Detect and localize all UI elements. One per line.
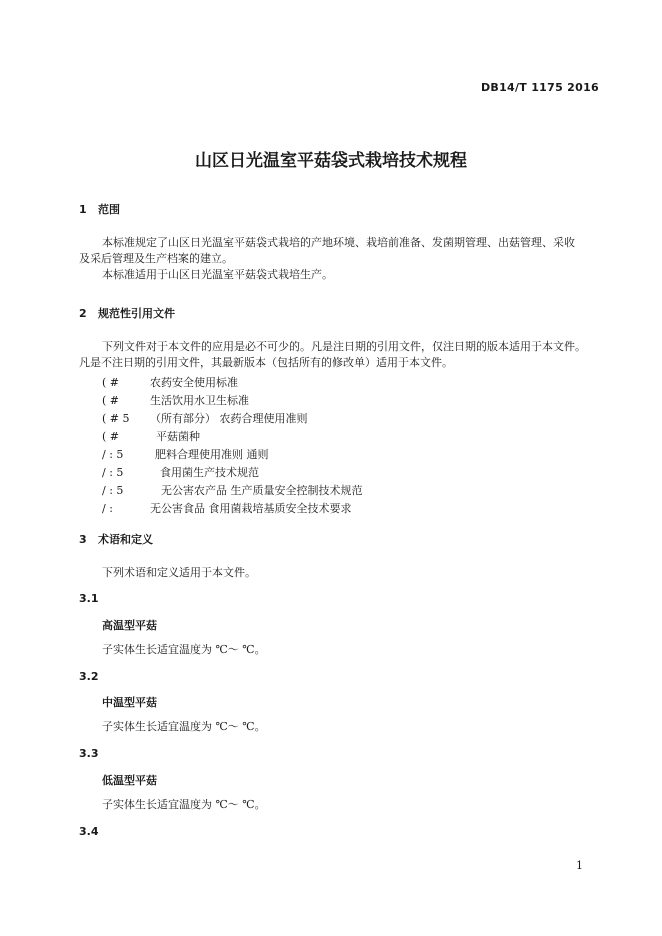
reference-title: （所有部分） 农药合理使用准则 [150,412,308,425]
terms-intro: 下列术语和定义适用于本文件。 [102,566,256,579]
reference-item [102,428,200,444]
term-number: 3.3 [79,747,99,760]
reference-title: 生活饮用水卫生标准 [150,394,249,407]
reference-code: / : 5 [102,484,124,497]
reference-item [102,500,352,516]
term-number: 3.4 [79,825,99,838]
term-definition: 子实体生长适宜温度为 ℃～ ℃。 [102,798,266,811]
section-title: 规范性引用文件 [98,307,175,320]
reference-code: ( # [102,430,120,443]
reference-title: 平菇菌种 [156,430,200,443]
reference-title: 食用菌生产技术规范 [160,466,259,479]
normative-paragraph-line-1: 下列文件对于本文件的应用是必不可少的。凡是注日期的引用文件，仅注日期的版本适用于本文件。 [102,340,586,353]
reference-item [102,392,249,408]
section-title: 术语和定义 [98,533,153,546]
reference-title: 农药安全使用标准 [150,376,238,389]
scope-paragraph-line-2: 及采后管理及生产档案的建立。 [79,252,233,265]
reference-item [102,482,363,498]
term-name: 中温型平菇 [102,696,157,709]
term-name: 高温型平菇 [102,619,157,632]
section-number: 3 [79,533,87,546]
page-number: 1 [576,859,583,872]
reference-title: 无公害农产品 生产质量安全控制技术规范 [161,484,363,497]
scope-paragraph-line-1: 本标准规定了山区日光温室平菇袋式栽培的产地环境、栽培前准备、发菌期管理、出菇管理、采收 [102,236,575,249]
document-title: 山区日光温室平菇袋式栽培技术规程 [195,151,467,171]
term-name: 低温型平菇 [102,774,157,787]
reference-item [102,464,259,480]
reference-code: / : 5 [102,466,124,479]
reference-item [102,410,308,426]
term-definition: 子实体生长适宜温度为 ℃～ ℃。 [102,720,266,733]
reference-code: / : [102,502,113,515]
scope-applicability: 本标准适用于山区日光温室平菇袋式栽培生产。 [102,268,333,281]
reference-item [102,374,238,390]
section-number: 1 [79,203,87,216]
reference-item [102,446,269,462]
term-number: 3.2 [79,670,99,683]
term-number: 3.1 [79,592,99,605]
section-2-heading [79,305,175,321]
section-title: 范围 [98,203,120,216]
standard-number: DB14/T 1175 2016 [480,81,599,94]
reference-title: 肥料合理使用准则 通则 [155,448,269,461]
normative-paragraph-line-2: 凡是不注日期的引用文件，其最新版本（包括所有的修改单）适用于本文件。 [79,356,453,369]
reference-title: 无公害食品 食用菌栽培基质安全技术要求 [150,502,352,515]
section-1-heading [79,201,120,217]
section-3-heading [79,531,153,547]
reference-code: ( # [102,394,120,407]
reference-code: ( # [102,376,120,389]
reference-code: / : 5 [102,448,124,461]
reference-code: ( # 5 [102,412,130,425]
section-number: 2 [79,307,87,320]
term-definition: 子实体生长适宜温度为 ℃～ ℃。 [102,643,266,656]
